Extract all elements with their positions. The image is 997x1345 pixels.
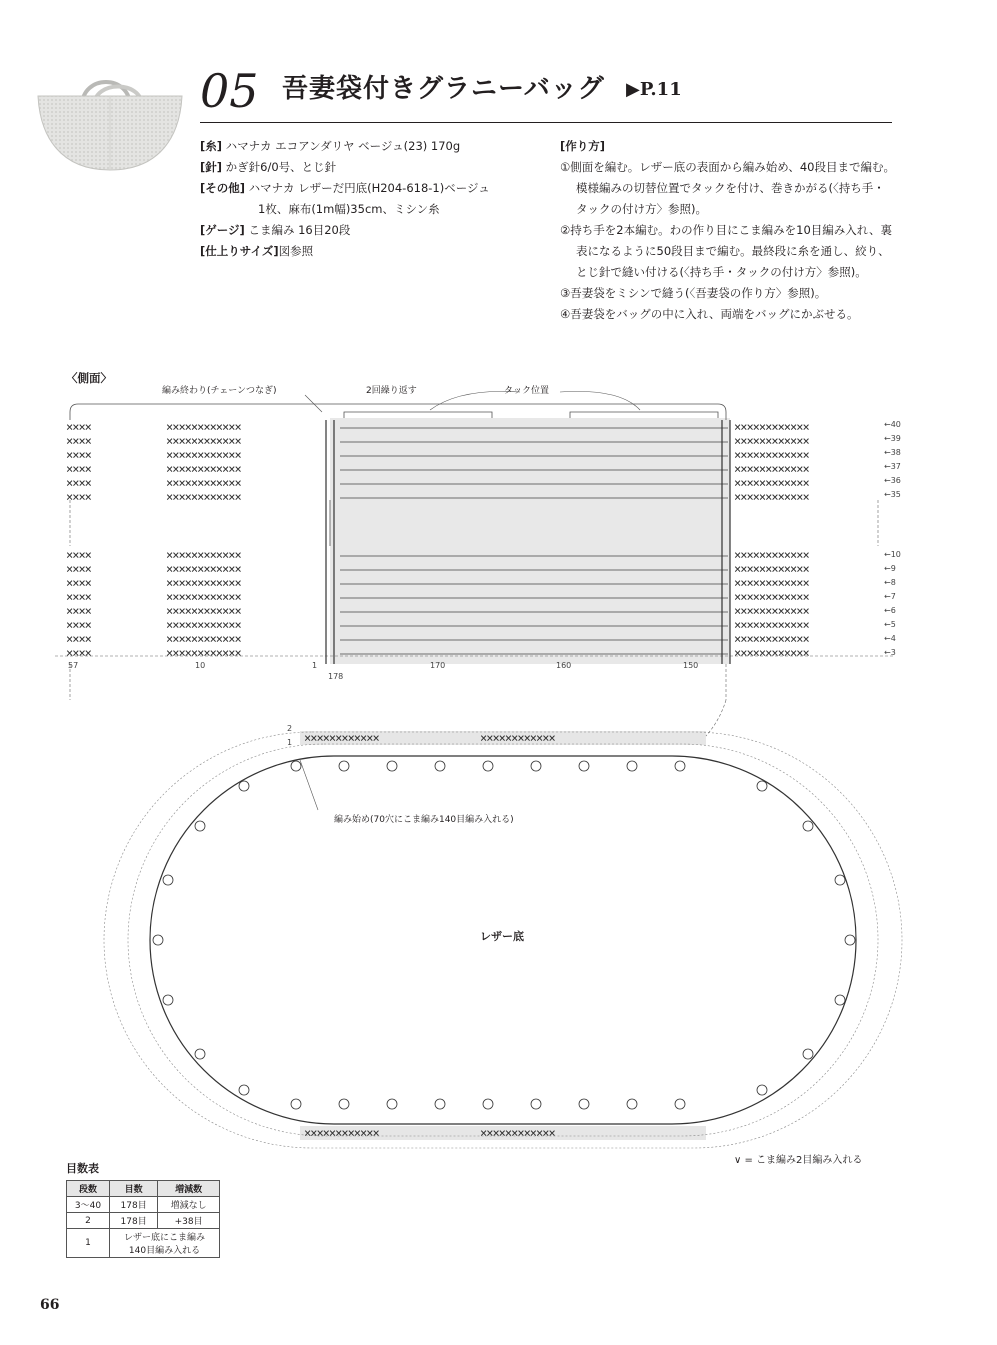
sc-row: ×××××××××××× <box>166 548 241 562</box>
sc-row: ×××××××××××× <box>166 434 241 448</box>
sc-row-bottom-oval: ×××××××××××× <box>304 1126 379 1140</box>
leather-bottom-label: レザー底 <box>480 930 524 943</box>
sc-row: ×××× <box>66 562 91 576</box>
sc-row: ×××××××××××× <box>166 476 241 490</box>
table-header: 目数 <box>109 1181 157 1197</box>
sc-row: ×××××××××××× <box>734 604 809 618</box>
sc-row: ×××××××××××× <box>166 462 241 476</box>
sc-row: ×××××××××××× <box>734 462 809 476</box>
side-diagram-label: 〈側面〉 <box>66 371 112 385</box>
sc-row: ×××× <box>66 576 91 590</box>
sc-row: ×××××××××××× <box>166 420 241 434</box>
row-label: ←40 <box>884 420 901 429</box>
stitch-number: 178 <box>328 672 344 681</box>
row-label: ←10 <box>884 550 901 559</box>
sc-row: ×××× <box>66 548 91 562</box>
row-label: ←5 <box>884 620 896 629</box>
sc-row: ×××××××××××× <box>166 632 241 646</box>
instruction-step: ③吾妻袋をミシンで縫う(〈吾妻袋の作り方〉参照)。 <box>560 286 827 300</box>
row-label: ←39 <box>884 434 901 443</box>
needle-value: かぎ針6/0号、とじ針 <box>225 160 337 174</box>
sc-row: ×××××××××××× <box>166 604 241 618</box>
sc-row: ×××××××××××× <box>166 562 241 576</box>
table-cell: 178目 <box>109 1213 157 1229</box>
sc-row: ×××××××××××× <box>734 632 809 646</box>
table-cell: レザー底にこま編み 140目編み入れる <box>109 1229 219 1258</box>
sc-row: ×××××××××××× <box>166 618 241 632</box>
stitch-number: 160 <box>556 661 572 670</box>
gauge-value: こま編み 16目20段 <box>248 223 351 237</box>
sc-row: ×××× <box>66 646 91 660</box>
sc-row-top-oval: ×××××××××××× <box>480 731 555 745</box>
row-label: ←7 <box>884 592 896 601</box>
stitch-number: 1 <box>312 661 318 670</box>
stitch-number: 57 <box>68 661 79 670</box>
sc-row: ×××××××××××× <box>734 548 809 562</box>
table-row <box>67 1229 220 1258</box>
table-cell: +38目 <box>158 1213 220 1229</box>
row-label: ←38 <box>884 448 901 457</box>
row-label: ←4 <box>884 634 896 643</box>
legend-symbol: ∨ = <box>734 1155 757 1166</box>
sc-row: ×××× <box>66 618 91 632</box>
yarn-key: [糸] <box>200 139 223 153</box>
table-cell: 178目 <box>109 1197 157 1213</box>
legend-text: こま編み2目編み入れる <box>756 1155 863 1166</box>
sc-row: ×××××××××××× <box>166 576 241 590</box>
sc-row: ×××××××××××× <box>734 448 809 462</box>
count-table-title: 目数表 <box>66 1162 99 1175</box>
row1-mark: 1 <box>287 738 293 747</box>
row-label: ←8 <box>884 578 896 587</box>
row-label: ←3 <box>884 648 896 657</box>
stitch-number: 10 <box>195 661 206 670</box>
table-header-row <box>67 1181 220 1197</box>
other-value-2: 1枚、麻布(1m幅)35cm、ミシン糸 <box>258 202 440 216</box>
sc-row: ×××××××××××× <box>734 590 809 604</box>
page-number: 66 <box>40 1297 60 1313</box>
repeat-label: 2回繰り返す <box>366 386 417 396</box>
sc-row: ×××××××××××× <box>734 490 809 504</box>
stitch-number: 170 <box>430 661 446 670</box>
other-value-1: ハマナカ レザーだ円底(H204-618-1)ベージュ <box>248 181 490 195</box>
start-label: 編み始め(70穴にこま編み140目編み入れる) <box>334 815 514 825</box>
table-header: 増減数 <box>158 1181 220 1197</box>
sc-row: ×××××××××××× <box>734 618 809 632</box>
row2-mark: 2 <box>287 724 293 733</box>
sc-row: ×××× <box>66 434 91 448</box>
count-table <box>66 1180 220 1258</box>
sc-row-top-oval: ×××××××××××× <box>304 731 379 745</box>
row-label: ←35 <box>884 490 901 499</box>
sc-row: ×××××××××××× <box>734 646 809 660</box>
sc-row: ×××××××××××× <box>166 646 241 660</box>
pattern-number: 05 <box>200 64 259 118</box>
instruction-step: ①側面を編む。レザー底の表面から編み始め、40段目まで編む。模様編みの切替位置でタックを付け、巻きかがる(〈持ち手・タックの付け方〉参照)。 <box>560 160 895 216</box>
size-key: [仕上りサイズ] <box>200 244 279 258</box>
table-cell: 2 <box>67 1213 110 1229</box>
sc-row: ×××××××××××× <box>734 476 809 490</box>
sc-row: ×××× <box>66 604 91 618</box>
yarn-value: ハマナカ エコアンダリヤ ベージュ(23) 170g <box>225 139 461 153</box>
sc-row: ×××× <box>66 462 91 476</box>
sc-row: ×××× <box>66 490 91 504</box>
sc-row: ×××× <box>66 448 91 462</box>
other-key: [その他] <box>200 181 246 195</box>
sc-row: ×××××××××××× <box>166 490 241 504</box>
table-header: 段数 <box>67 1181 110 1197</box>
table-cell: 1 <box>67 1229 110 1258</box>
row-label: ←37 <box>884 462 901 471</box>
row-label: ←6 <box>884 606 896 615</box>
page-title: 吾妻袋付きグラニーバッグ <box>282 74 605 104</box>
table-cell: 3〜40 <box>67 1197 110 1213</box>
end-label: 編み終わり(チェーンつなぎ) <box>162 386 277 396</box>
sc-row: ×××× <box>66 590 91 604</box>
sc-row: ×××× <box>66 632 91 646</box>
sc-row: ×××× <box>66 476 91 490</box>
sc-row: ×××××××××××× <box>166 448 241 462</box>
row-label: ←36 <box>884 476 901 485</box>
sc-row: ×××××××××××× <box>734 420 809 434</box>
gauge-key: [ゲージ] <box>200 223 245 237</box>
legend <box>734 1155 862 1166</box>
table-row <box>67 1213 220 1229</box>
sc-row-bottom-oval: ×××××××××××× <box>480 1126 555 1140</box>
stitch-number: 150 <box>683 661 699 670</box>
instructions-heading: [作り方] <box>560 139 606 153</box>
table-cell: 増減なし <box>158 1197 220 1213</box>
instruction-step: ④吾妻袋をバッグの中に入れ、両端をバッグにかぶせる。 <box>560 307 859 321</box>
sc-row: ×××× <box>66 420 91 434</box>
tuck-label: タック位置 <box>504 386 550 396</box>
size-value: 図参照 <box>278 244 314 258</box>
table-row <box>67 1197 220 1213</box>
sc-row: ×××××××××××× <box>734 576 809 590</box>
sc-row: ×××××××××××× <box>734 562 809 576</box>
page-reference: ▶P.11 <box>626 79 682 100</box>
row-label: ←9 <box>884 564 896 573</box>
sc-row: ×××××××××××× <box>734 434 809 448</box>
instruction-step: ②持ち手を2本編む。わの作り目にこま編みを10目編み入れ、裏表になるように50段目まで編む。最終段に糸を通し、絞り、とじ針で縫い付ける(〈持ち手・タックの付け方〉参照)。 <box>560 223 892 279</box>
needle-key: [針] <box>200 160 223 174</box>
sc-row: ×××××××××××× <box>166 590 241 604</box>
